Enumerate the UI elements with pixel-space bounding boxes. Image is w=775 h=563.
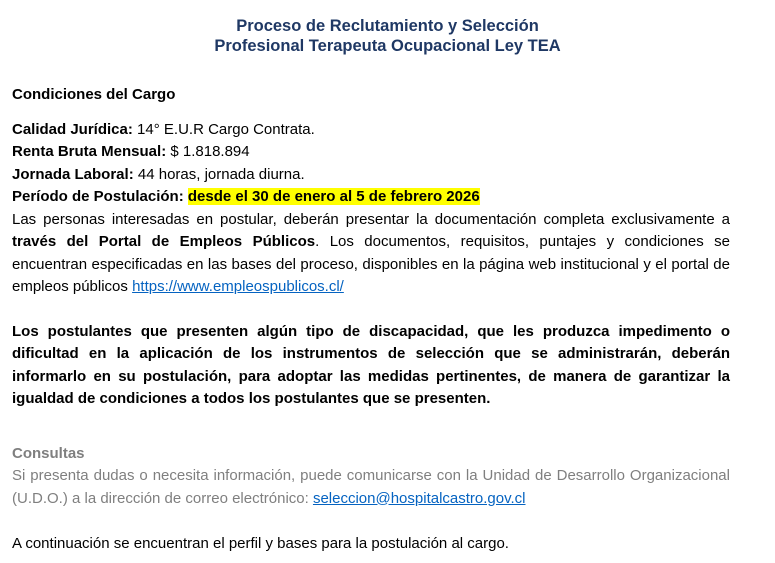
calidad-juridica bbox=[12, 119, 730, 142]
disability-notice: Los postulantes que presenten algún tipo de discapacidad, que les produzca impedimento o dificultad en la aplicación de los instrumentos de selección que se administrarán, deberán informarlo en su postulación, para adoptar las medidas pertinentes, de manera de garantizar la igualdad de condiciones a todos los postulantes que se presenten. bbox=[12, 322, 730, 407]
periodo-postulacion bbox=[12, 186, 730, 209]
jornada-value: 44 horas, jornada diurna. bbox=[133, 165, 305, 183]
periodo-value-highlight: desde el 30 de enero al 5 de febrero 2026 bbox=[187, 188, 480, 205]
empleos-publicos-link[interactable]: https://www.empleospublicos.cl/ bbox=[132, 278, 344, 295]
instructions-bold: través del Portal de Empleos Públicos bbox=[12, 233, 316, 250]
jornada-label: Jornada Laboral: bbox=[12, 165, 134, 183]
consultas-body: Si presenta dudas o necesita información, puede comunicarse con la Unidad de Desarrollo Organizacional (U.D.O.) a la dirección de correo electrónico: bbox=[12, 467, 730, 507]
calidad-value: 14° E.U.R Cargo Contrata. bbox=[132, 120, 315, 138]
document-header bbox=[0, 16, 775, 56]
consultas-text bbox=[12, 465, 730, 510]
renta-bruta bbox=[12, 141, 730, 164]
renta-label: Renta Bruta Mensual: bbox=[12, 143, 167, 160]
instructions-text-b: . Los documentos, requisitos, puntajes y condiciones se encuentran especificadas en las bases del proceso, disponibles en la página web institucional y el portal de empleos públicos bbox=[12, 233, 730, 295]
application-instructions bbox=[12, 209, 730, 299]
renta-value: $ 1.818.894 bbox=[166, 143, 250, 160]
header-subtitle: Profesional Terapeuta Ocupacional Ley TEA bbox=[214, 37, 561, 55]
consultas-title: Consultas bbox=[12, 444, 85, 462]
document-body bbox=[12, 84, 730, 556]
header-title: Proceso de Reclutamiento y Selección bbox=[236, 17, 539, 35]
jornada-laboral bbox=[12, 164, 730, 187]
instructions-text-a: Las personas interesadas en postular, deberán presentar la documentación completa exclusivamente a bbox=[12, 210, 730, 228]
calidad-label: Calidad Jurídica: bbox=[12, 120, 133, 138]
periodo-label: Período de Postulación: bbox=[12, 188, 184, 205]
closing-text: A continuación se encuentran el perfil y bases para la postulación al cargo. bbox=[12, 535, 509, 552]
email-link[interactable]: seleccion@hospitalcastro.gov.cl bbox=[312, 489, 526, 507]
conditions-title: Condiciones del Cargo bbox=[12, 86, 176, 103]
